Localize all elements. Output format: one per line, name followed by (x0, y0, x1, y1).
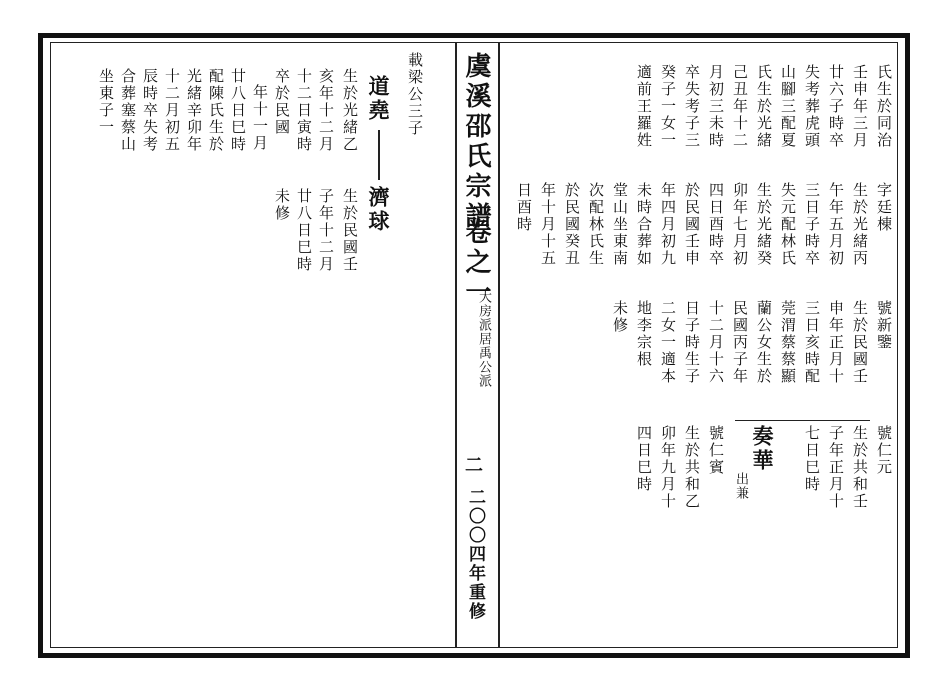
person-name-zouhua: 奏華 (750, 425, 775, 473)
book-title: 虞溪邵氏宗譜 (461, 52, 491, 232)
text-col: 年十一月 (251, 84, 269, 152)
center-fold-line-left (455, 42, 457, 648)
text-col: 午年五月初 (827, 182, 845, 267)
text-col: 三日亥時配 (803, 300, 821, 385)
text-col: 氏生於光緒 (755, 64, 773, 149)
text-col: 適前王羅姓 (635, 64, 653, 149)
branch-label: 大房派居禹公派 (476, 290, 491, 388)
text-col: 十二日寅時 (295, 68, 313, 153)
text-col: 次配林氏生 (587, 182, 605, 267)
text-col: 申年正月十 (827, 300, 845, 385)
edition-label: 二〇〇四年重修 (465, 488, 485, 621)
text-col: 癸子一女一 (659, 64, 677, 149)
divider-line (735, 420, 870, 421)
text-col: 地李宗根 (635, 300, 653, 368)
text-col: 生於民國壬 (341, 188, 359, 273)
volume-label: 卷之一 (461, 218, 491, 308)
page-number: 二 (462, 455, 483, 477)
text-col: 未時合葬如 (635, 182, 653, 267)
text-col: 三日子時卒 (803, 182, 821, 267)
text-col: 生於民國壬 (851, 300, 869, 385)
text-col: 十二月初五 (163, 68, 181, 153)
person-name-jiqiu: 濟球 (366, 186, 391, 234)
text-col: 日子時生子 (683, 300, 701, 385)
text-col: 莞渭蔡蔡顯 (779, 300, 797, 385)
text-col: 未修 (611, 300, 629, 334)
text-col: 失考葬虎頭 (803, 64, 821, 149)
text-col: 生於共和乙 (683, 425, 701, 510)
text-col: 生於光緒丙 (851, 182, 869, 267)
text-col: 號新鑒 (875, 300, 893, 351)
text-col: 生於光緒癸 (755, 182, 773, 267)
text-col: 年十月十五 (539, 182, 557, 267)
person-note: 出兼 (733, 472, 748, 500)
text-col: 氏生於同治 (875, 64, 893, 149)
text-col: 生於共和壬 (851, 425, 869, 510)
text-col: 字廷棟 (875, 182, 893, 233)
text-col: 坐東子一 (97, 68, 115, 136)
text-col: 壬申年三月 (851, 64, 869, 149)
text-col: 廿八日巳時 (295, 188, 313, 273)
text-col: 月初三未時 (707, 64, 725, 149)
text-col: 民國丙子年 (731, 300, 749, 385)
text-col: 辰時卒失考 (141, 68, 159, 153)
text-col: 生於光緒乙 (341, 68, 359, 153)
center-fold-line-right (498, 42, 500, 648)
text-col: 於民國壬申 (683, 182, 701, 267)
text-col: 失元配林氏 (779, 182, 797, 267)
text-col: 廿六子時卒 (827, 64, 845, 149)
text-col: 山腳三配夏 (779, 64, 797, 149)
text-col: 四日酉時卒 (707, 182, 725, 267)
person-name-daoyao: 道堯 (366, 75, 391, 123)
text-col: 子年正月十 (827, 425, 845, 510)
text-col: 二女一適本 (659, 300, 677, 385)
text-col: 卯年九月十 (659, 425, 677, 510)
text-col: 七日巳時 (803, 425, 821, 493)
lineage-connector (378, 130, 380, 180)
text-col: 卯年七月初 (731, 182, 749, 267)
text-col: 年四月初九 (659, 182, 677, 267)
text-col: 四日巳時 (635, 425, 653, 493)
left-note: 載梁公三子 (406, 52, 424, 137)
text-col: 日酉時 (515, 182, 533, 233)
text-col: 於民國癸丑 (563, 182, 581, 267)
text-col: 堂山坐東南 (611, 182, 629, 267)
text-col: 卒失考子三 (683, 64, 701, 149)
text-col: 號仁賓 (707, 425, 725, 476)
text-col: 配陳氏生於 (207, 68, 225, 153)
text-col: 亥年十二月 (317, 68, 335, 153)
text-col: 廿八日巳時 (229, 68, 247, 153)
text-col: 未修 (273, 188, 291, 222)
text-col: 子年十二月 (317, 188, 335, 273)
text-col: 卒於民國 (273, 68, 291, 136)
text-col: 合葬塞蔡山 (119, 68, 137, 153)
text-col: 號仁元 (875, 425, 893, 476)
text-col: 蘭公女生於 (755, 300, 773, 385)
text-col: 十二月十六 (707, 300, 725, 385)
text-col: 光緒辛卯年 (185, 68, 203, 153)
text-col: 己丑年十二 (731, 64, 749, 149)
